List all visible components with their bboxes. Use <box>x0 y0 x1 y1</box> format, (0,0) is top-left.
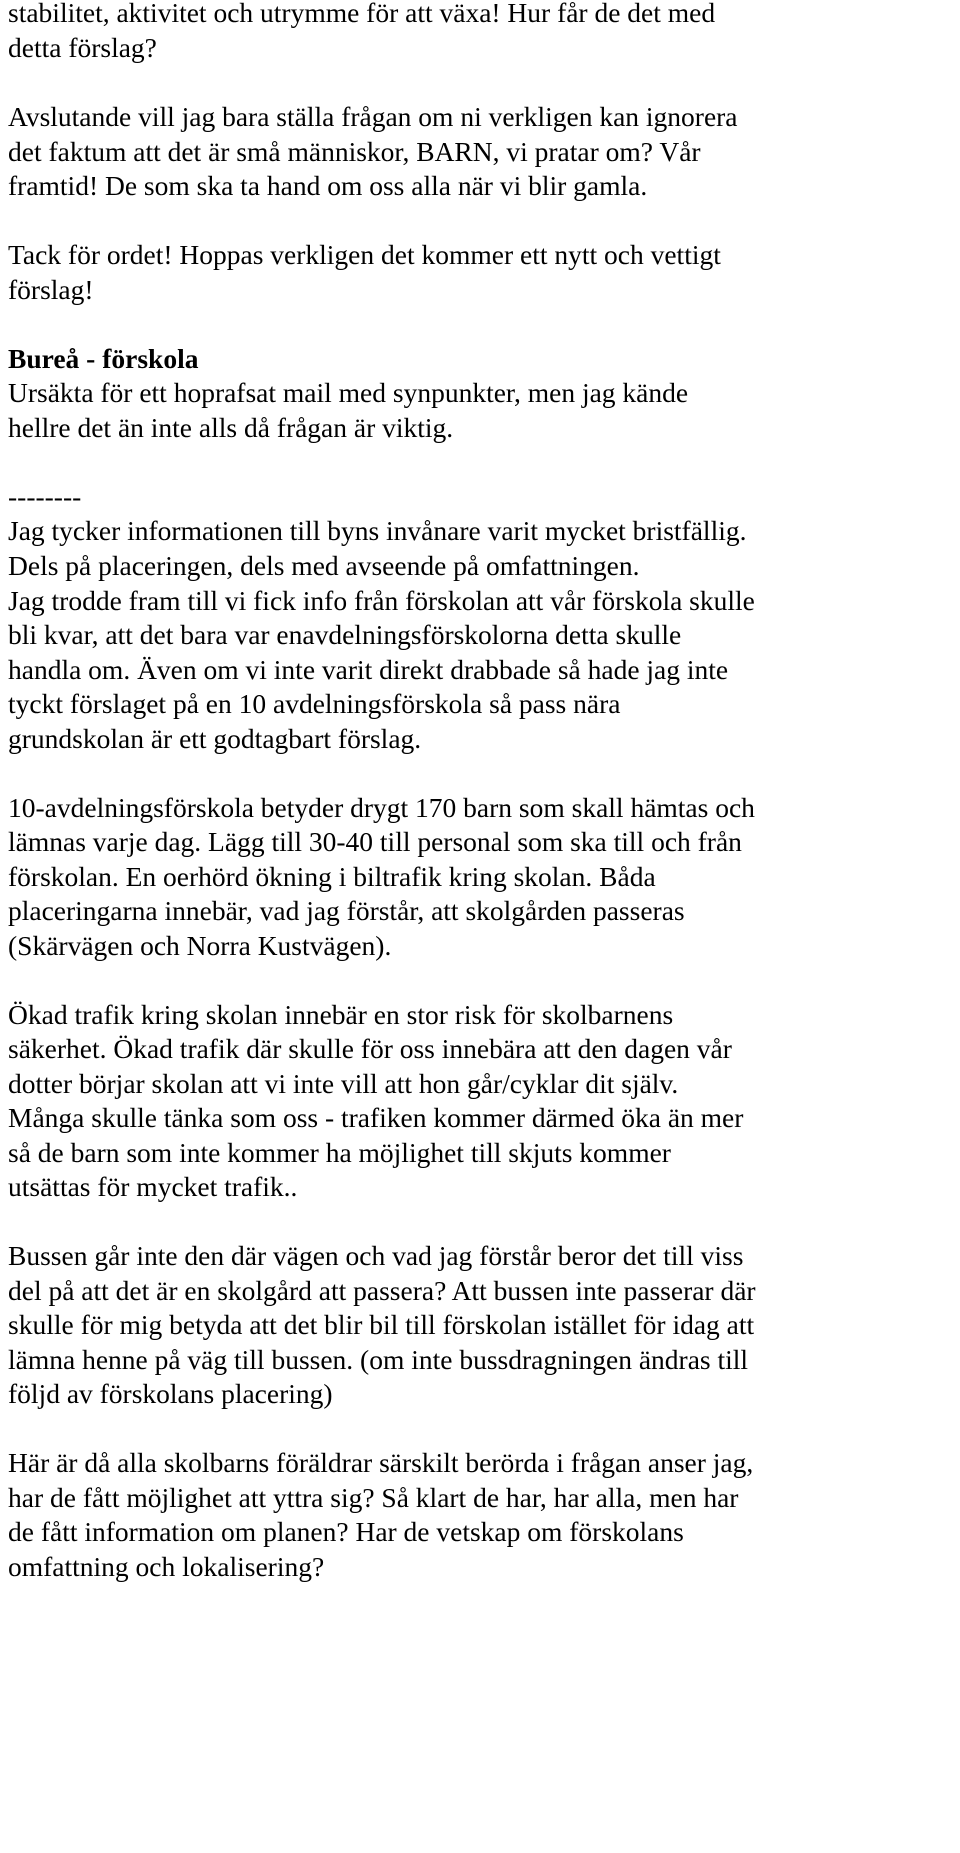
text-line: Avslutande vill jag bara ställa frågan om ni verkligen kan ignorera <box>8 101 738 132</box>
text-line: Här är då alla skolbarns föräldrar särskilt berörda i frågan anser jag, <box>8 1447 754 1478</box>
text-line: omfattning och lokalisering? <box>8 1551 325 1582</box>
text-line: tyckt förslaget på en 10 avdelningsförskola så pass nära <box>8 688 621 719</box>
text-line: Ökad trafik kring skolan innebär en stor risk för skolbarnens <box>8 999 674 1030</box>
text-line: (Skärvägen och Norra Kustvägen). <box>8 930 392 961</box>
text-line: Bussen går inte den där vägen och vad jag förstår beror det till viss <box>8 1240 744 1271</box>
text-line: dotter börjar skolan att vi inte vill att hon går/cyklar dit själv. <box>8 1068 679 1099</box>
text-line: detta förslag? <box>8 32 157 63</box>
text-line: placeringarna innebär, vad jag förstår, att skolgården passeras <box>8 895 685 926</box>
text-line: lämna henne på väg till bussen. (om inte bussdragningen ändras till <box>8 1344 749 1375</box>
text-line: så de barn som inte kommer ha möjlighet till skjuts kommer <box>8 1137 671 1168</box>
text-line: Ursäkta för ett hoprafsat mail med synpunkter, men jag kände <box>8 377 689 408</box>
text-line: skulle för mig betyda att det blir bil till förskolan istället för idag att <box>8 1309 755 1340</box>
text-line: stabilitet, aktivitet och utrymme för att växa! Hur får de det med <box>8 0 716 28</box>
text-line: handla om. Även om vi inte varit direkt drabbade så hade jag inte <box>8 654 729 685</box>
text-line: Jag trodde fram till vi fick info från förskolan att vår förskola skulle <box>8 585 755 616</box>
text-line: Tack för ordet! Hoppas verkligen det kommer ett nytt och vettigt <box>8 239 721 270</box>
section-heading: Bureå - förskola <box>8 343 199 374</box>
text-line: har de fått möjlighet att yttra sig? Så klart de har, har alla, men har <box>8 1482 739 1513</box>
text-line: framtid! De som ska ta hand om oss alla när vi blir gamla. <box>8 170 648 201</box>
text-line: Dels på placeringen, dels med avseende på omfattningen. <box>8 550 640 581</box>
text-line: bli kvar, att det bara var enavdelningsförskolorna detta skulle <box>8 619 682 650</box>
text-line: del på att det är en skolgård att passera? Att bussen inte passerar där <box>8 1275 756 1306</box>
text-line: utsättas för mycket trafik.. <box>8 1171 298 1202</box>
text-line: förslag! <box>8 274 94 305</box>
text-line: lämnas varje dag. Lägg till 30-40 till personal som ska till och från <box>8 826 742 857</box>
text-line: följd av förskolans placering) <box>8 1378 333 1409</box>
separator-text: -------- <box>8 481 82 512</box>
text-line: de fått information om planen? Har de vetskap om förskolans <box>8 1516 684 1547</box>
text-line: 10-avdelningsförskola betyder drygt 170 barn som skall hämtas och <box>8 792 755 823</box>
text-line: hellre det än inte alls då frågan är viktig. <box>8 412 454 443</box>
text-line: Jag tycker informationen till byns invånare varit mycket bristfällig. <box>8 515 747 546</box>
text-line: grundskolan är ett godtagbart förslag. <box>8 723 422 754</box>
text-line: det faktum att det är små människor, BARN, vi pratar om? Vår <box>8 136 701 167</box>
text-line: förskolan. En oerhörd ökning i biltrafik kring skolan. Båda <box>8 861 656 892</box>
text-line: Många skulle tänka som oss - trafiken kommer därmed öka än mer <box>8 1102 744 1133</box>
text-line: säkerhet. Ökad trafik där skulle för oss innebära att den dagen vår <box>8 1033 732 1064</box>
